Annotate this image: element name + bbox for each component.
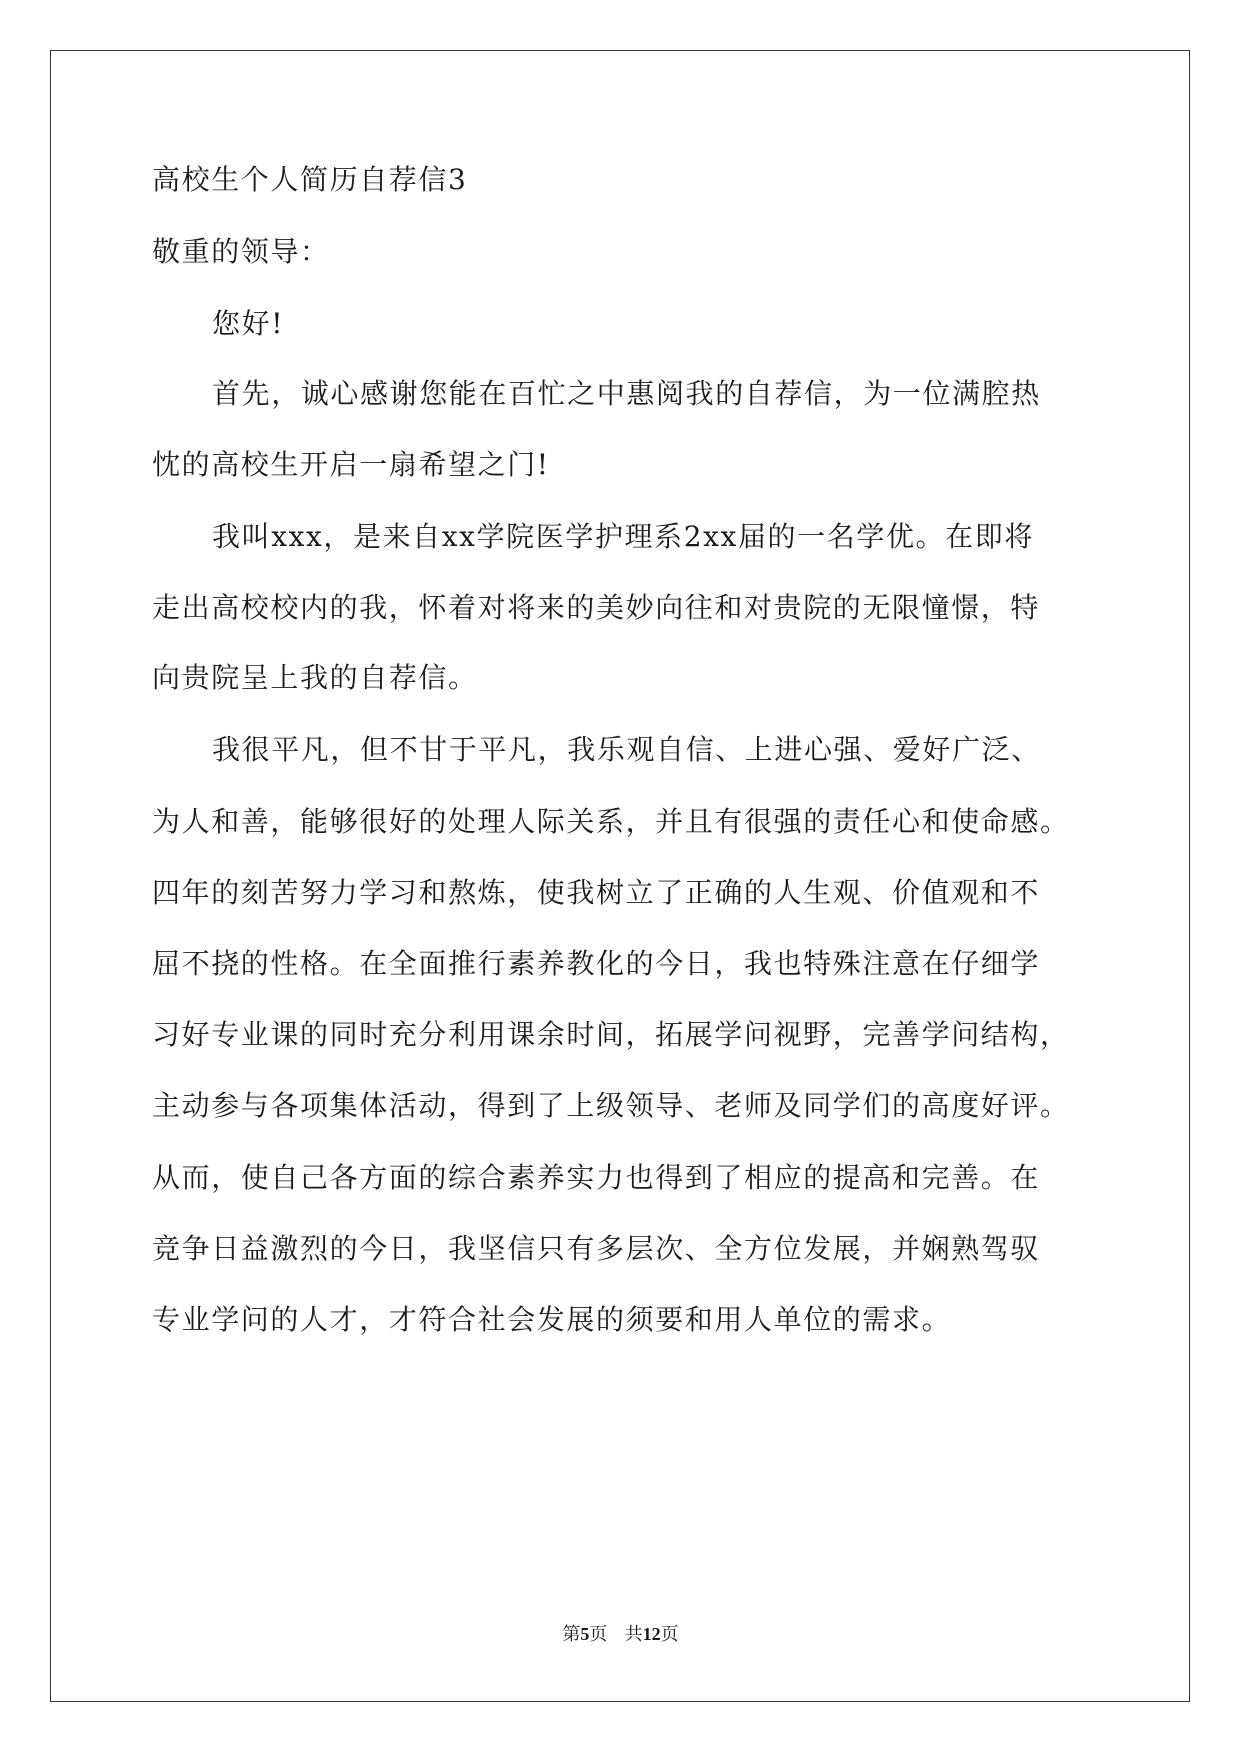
paragraph-line: 主动参与各项集体活动，得到了上级领导、老师及同学们的高度好评。 (152, 1089, 1070, 1122)
salutation: 敬重的领导： (152, 235, 330, 268)
footer-prefix: 第 (562, 1624, 581, 1645)
footer-page-word: 页 (589, 1624, 608, 1645)
paragraph-line: 首先，诚心感谢您能在百忙之中惠阅我的自荐信，为一位满腔热 (212, 377, 1041, 410)
document-title: 高校生个人简历自荐信3 (152, 163, 468, 196)
greeting: 您好! (212, 307, 285, 340)
paragraph-line: 专业学问的人才，才符合社会发展的须要和用人单位的需求。 (152, 1303, 952, 1336)
page-number-footer (0, 1622, 1241, 1647)
paragraph-line: 我很平凡，但不甘于平凡，我乐观自信、上进心强、爱好广泛、 (212, 733, 1041, 766)
current-page-number: 5 (580, 1624, 590, 1644)
paragraph-line: 为人和善，能够很好的处理人际关系，并且有很强的责任心和使命感。 (152, 805, 1070, 838)
paragraph-line: 习好专业课的同时充分利用课余时间，拓展学问视野，完善学问结构， (152, 1018, 1070, 1051)
paragraph-line: 我叫xxx，是来自xx学院医学护理系2xx届的一名学优。在即将 (212, 520, 1034, 553)
footer-total-word: 页 (660, 1624, 679, 1645)
paragraph-line: 竞争日益激烈的今日，我坚信只有多层次、全方位发展，并娴熟驾驭 (152, 1232, 1041, 1265)
paragraph-line: 忱的高校生开启一扇希望之门! (152, 448, 550, 481)
total-pages-number: 12 (642, 1624, 661, 1644)
paragraph-line: 四年的刻苦努力学习和熬炼，使我树立了正确的人生观、价值观和不 (152, 876, 1041, 909)
paragraph-line: 屈不挠的性格。在全面推行素养教化的今日，我也特殊注意在仔细学 (152, 947, 1041, 980)
paragraph-line: 从而，使自己各方面的综合素养实力也得到了相应的提高和完善。在 (152, 1161, 1041, 1194)
paragraph-line: 向贵院呈上我的自荐信。 (152, 661, 478, 694)
paragraph-line: 走出高校校内的我，怀着对将来的美妙向往和对贵院的无限憧憬，特 (152, 591, 1041, 624)
footer-total-prefix: 共 (624, 1624, 643, 1645)
